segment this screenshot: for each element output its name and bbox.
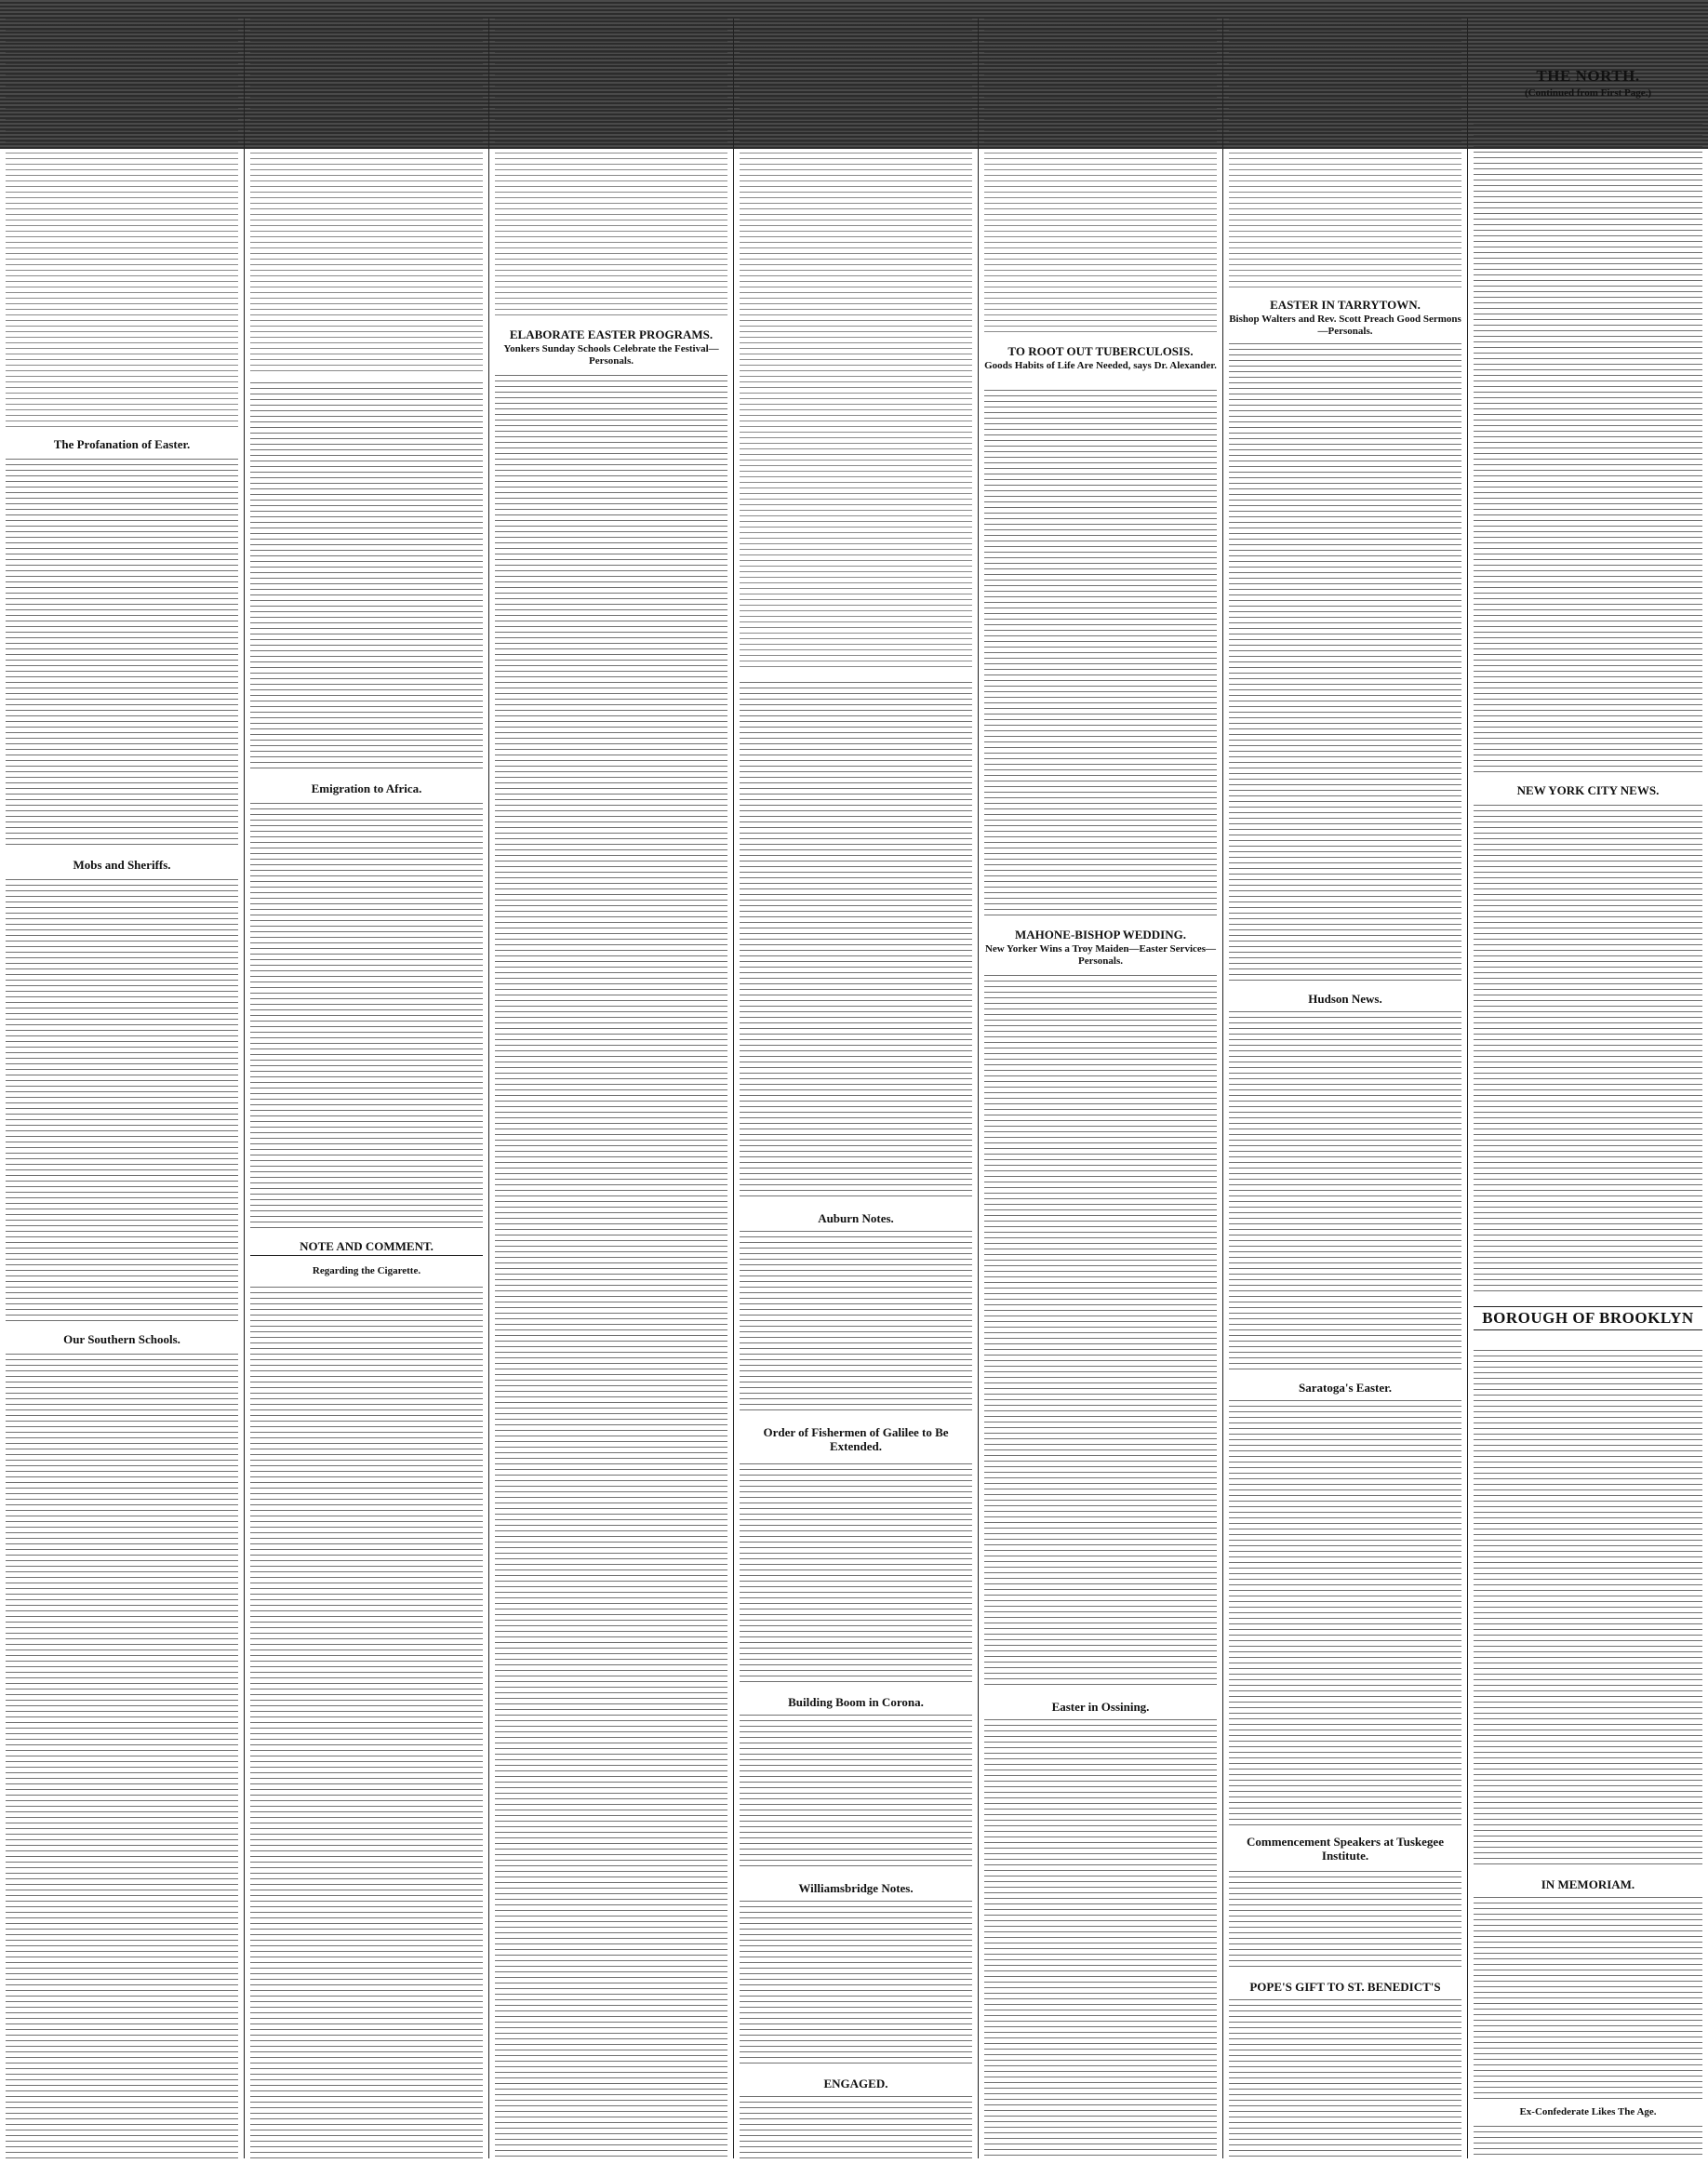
heading: Bishop Walters and Rev. Scott Preach Good Sermons—Personals. xyxy=(1229,314,1461,337)
heading: Regarding the Cigarette. xyxy=(312,1265,421,1276)
heading: TO ROOT OUT TUBERCULOSIS. xyxy=(1007,344,1194,358)
heading: EASTER IN TARRYTOWN. xyxy=(1270,298,1421,312)
heading: (Continued from First Page.) xyxy=(1524,87,1652,99)
heading: Goods Habits of Life Are Needed, says Dr. Alexander. xyxy=(984,360,1217,371)
heading: Yonkers Sunday Schools Celebrate the Festival—Personals. xyxy=(503,343,719,367)
heading: Mobs and Sheriffs. xyxy=(73,858,171,872)
heading: MAHONE-BISHOP WEDDING. xyxy=(1015,928,1186,942)
heading: Order of Fishermen of Galilee to Be Extended. xyxy=(763,1425,949,1453)
heading: BOROUGH OF BROOKLYN xyxy=(1482,1309,1694,1327)
column-1 xyxy=(0,19,244,2158)
heading: THE NORTH. xyxy=(1536,67,1640,85)
heading: Commencement Speakers at Tuskegee Institute. xyxy=(1247,1835,1444,1863)
heading: POPE'S GIFT TO ST. BENEDICT'S xyxy=(1249,1980,1441,1994)
column-2 xyxy=(245,19,488,2158)
heading: Auburn Notes. xyxy=(818,1211,894,1225)
column-6 xyxy=(1223,19,1467,2158)
column-7 xyxy=(1468,19,1708,2158)
heading: Williamsbridge Notes. xyxy=(798,1881,914,1895)
column-3 xyxy=(489,19,733,2158)
heading: Ex-Confederate Likes The Age. xyxy=(1519,2106,1657,2117)
heading: Emigration to Africa. xyxy=(311,781,422,795)
column-4 xyxy=(734,19,978,2158)
heading: New Yorker Wins a Troy Maiden—Easter Services—Personals. xyxy=(984,943,1217,967)
heading: IN MEMORIAM. xyxy=(1541,1877,1635,1891)
heading: Easter in Ossining. xyxy=(1051,1700,1150,1714)
heading: ENGAGED. xyxy=(823,2077,888,2090)
heading: Hudson News. xyxy=(1308,992,1382,1006)
heading: NEW YORK CITY NEWS. xyxy=(1516,783,1660,797)
heading: NOTE AND COMMENT. xyxy=(300,1239,434,1253)
heading: Saratoga's Easter. xyxy=(1299,1381,1392,1395)
column-5 xyxy=(979,19,1222,2158)
heading: Our Southern Schools. xyxy=(63,1332,180,1346)
heading: The Profanation of Easter. xyxy=(53,437,191,451)
heading: ELABORATE EASTER PROGRAMS. xyxy=(509,327,714,341)
heading: Building Boom in Corona. xyxy=(788,1695,924,1709)
